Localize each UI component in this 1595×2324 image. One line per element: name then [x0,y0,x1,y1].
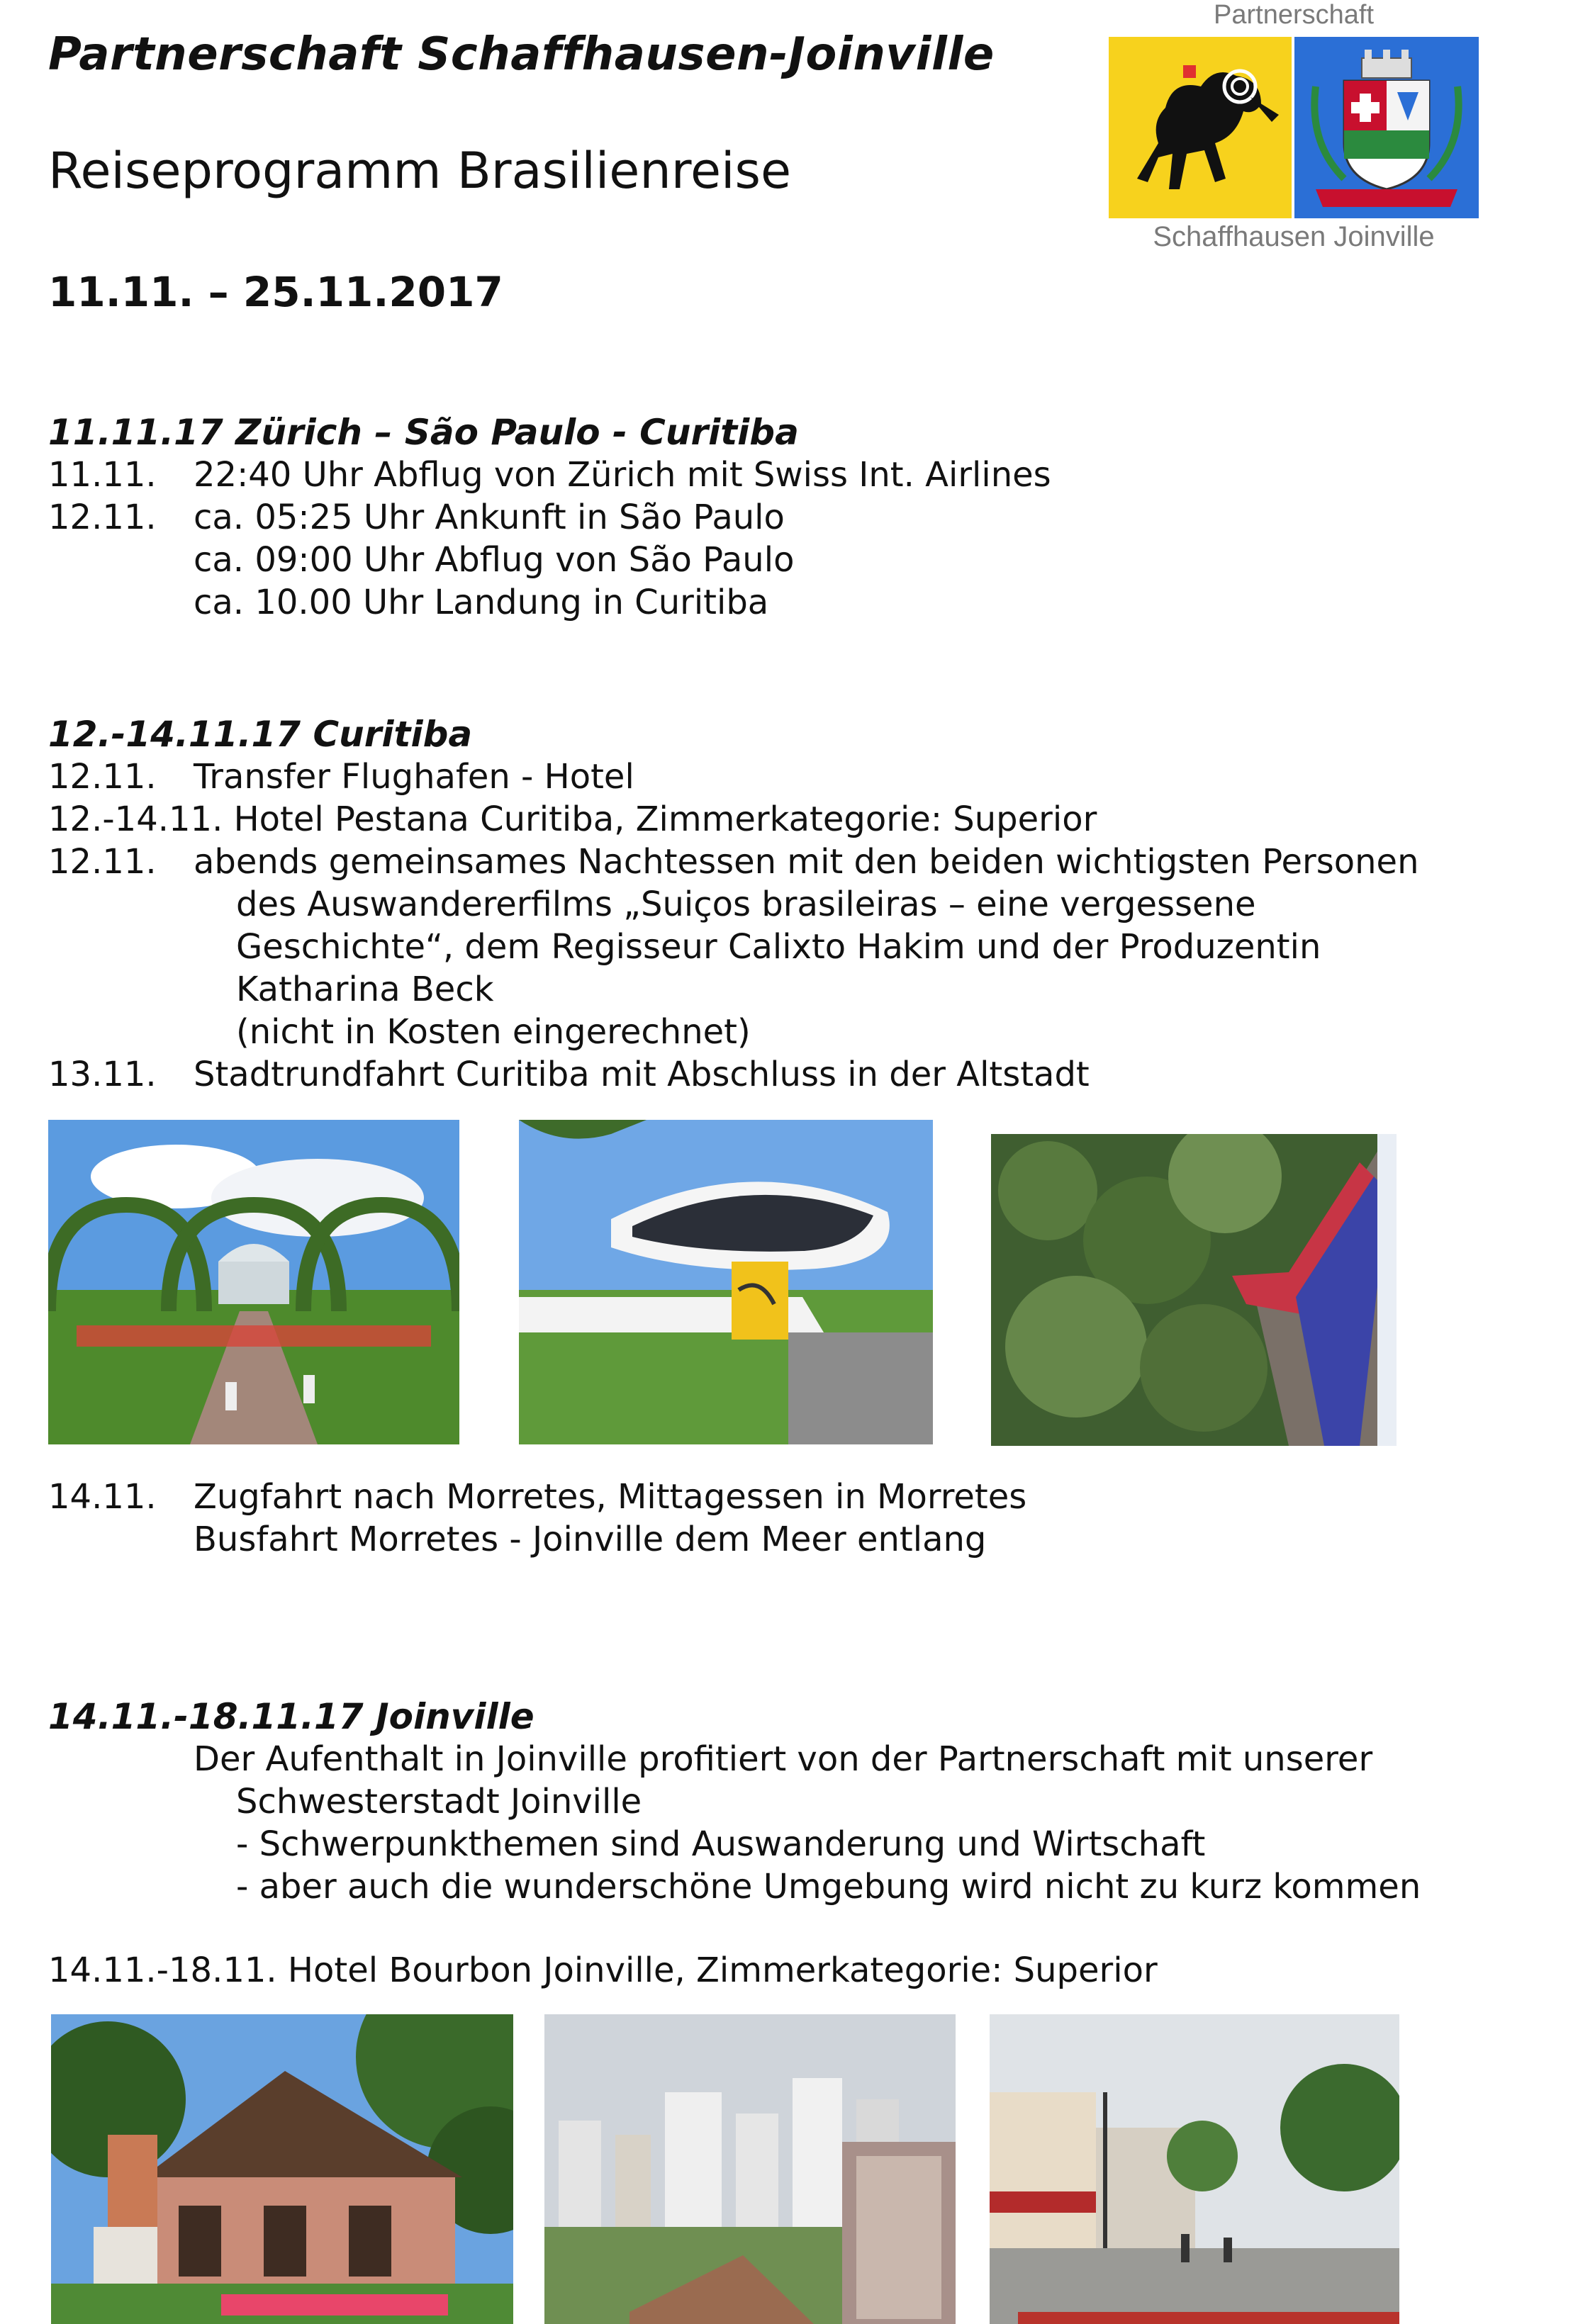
train-through-forest-photo [991,1134,1397,1446]
item-text: Stadtrundfahrt Curitiba mit Abschluss in der Altstadt [194,1055,1090,1094]
item-text: des Auswandererfilms „Suiços brasileiras – eine vergessene [236,885,1256,924]
item-date: 11.11. [48,455,157,495]
item-text: - Schwerpunkthemen sind Auswanderung und Wirtschaft [236,1824,1206,1864]
item-text: ca. 05:25 Uhr Ankunft in São Paulo [194,498,785,537]
item-date: 12.11. [48,498,157,537]
item-date: 12.11. [48,757,157,797]
document-title: Partnerschaft Schaffhausen-Joinville [48,28,995,81]
logo-bottom-text: Schaffhausen Joinville [1153,221,1435,252]
item-text: ca. 10.00 Uhr Landung in Curitiba [194,583,769,622]
document-subtitle: Reiseprogramm Brasilienreise [48,142,792,200]
item-date: 14.11. [48,1477,157,1517]
item-text: 12.-14.11. Hotel Pestana Curitiba, Zimmerkategorie: Superior [48,799,1097,839]
item-text: (nicht in Kosten eingerechnet) [236,1012,751,1052]
item-date: 12.11. [48,842,157,882]
trip-dates: 11.11. – 25.11.2017 [48,268,503,316]
timber-station-building-photo [51,2014,513,2324]
item-text: Busfahrt Morretes - Joinville dem Meer entlang [194,1520,987,1559]
item-text: Geschichte“, dem Regisseur Calixto Hakim und der Produzentin [236,927,1321,967]
item-text: Transfer Flughafen - Hotel [194,757,634,797]
section-heading: 12.-14.11.17 Curitiba [48,714,473,755]
pedestrian-street-photo [990,2014,1399,2324]
partnership-logo [1106,0,1482,269]
oscar-niemeyer-museum-photo [519,1120,933,1444]
item-date: 13.11. [48,1055,157,1094]
item-text: 22:40 Uhr Abflug von Zürich mit Swiss Int. Airlines [194,455,1051,495]
joinville-coat-of-arms [1294,37,1479,218]
item-text: 14.11.-18.11. Hotel Bourbon Joinville, Zimmerkategorie: Superior [48,1950,1158,1990]
item-text: Zugfahrt nach Morretes, Mittagessen in Morretes [194,1477,1027,1517]
item-text: Katharina Beck [236,970,494,1009]
item-text: Der Aufenthalt in Joinville profitiert von der Partnerschaft mit unserer [194,1739,1373,1779]
item-text: Schwesterstadt Joinville [236,1782,642,1821]
section-heading: 11.11.17 Zürich – São Paulo - Curitiba [48,412,799,453]
schaffhausen-ram-emblem [1109,37,1292,218]
city-skyline-photo [544,2014,956,2324]
garden-arches-photo [48,1120,459,1444]
item-text: ca. 09:00 Uhr Abflug von São Paulo [194,540,795,580]
item-text: - aber auch die wunderschöne Umgebung wird nicht zu kurz kommen [236,1867,1421,1907]
logo-top-text: Partnerschaft [1214,0,1374,30]
item-text: abends gemeinsames Nachtessen mit den beiden wichtigsten Personen [194,842,1419,882]
section-heading: 14.11.-18.11.17 Joinville [48,1696,535,1737]
